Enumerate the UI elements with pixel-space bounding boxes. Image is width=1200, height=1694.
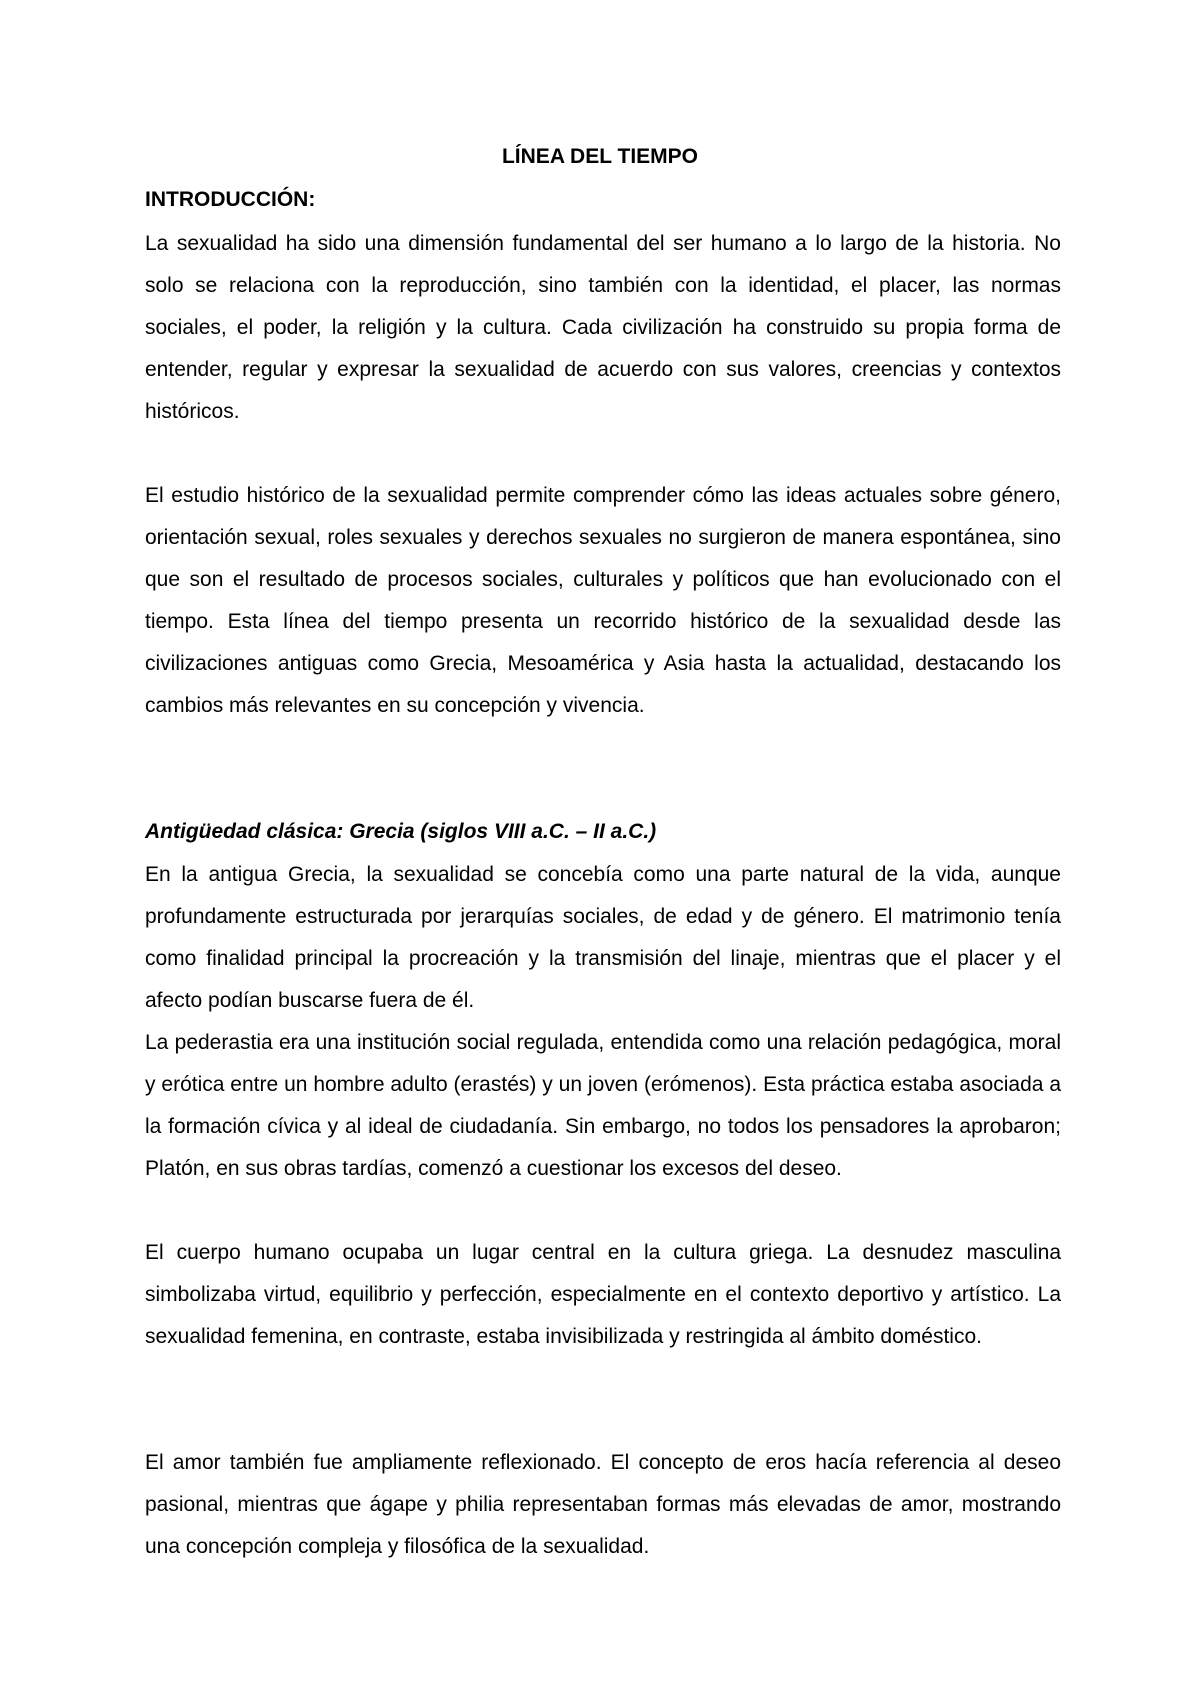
page-title: LÍNEA DEL TIEMPO bbox=[501, 145, 698, 168]
greece-paragraph-2: La pederastia era una institución social regulada, entendida como una relación pedagógica, moral y erótica entre un hombre adulto (erastés) y un joven (erómenos). Esta práctica estaba asociada a la formación cívica y al ideal de ciudadanía. Sin embargo, no todos los pensadores la aprobaron; Platón, en sus obras tardías, comenzó a cuestionar los excesos del deseo. bbox=[145, 1031, 1061, 1180]
greece-paragraph-1: En la antigua Grecia, la sexualidad se concebía como una parte natural de la vida, aunque profundamente estructurada por jerarquías sociales, de edad y de género. El matrimonio tenía como finalidad principal la procreación y la transmisión del linaje, mientras que el placer y el afecto podían buscarse fuera de él. bbox=[145, 863, 1061, 1012]
greece-paragraph-4: El amor también fue ampliamente reflexionado. El concepto de eros hacía referencia al deseo pasional, mientras que ágape y philia representaban formas más elevadas de amor, mostrando una concepción compleja y filosófica de la sexualidad. bbox=[145, 1451, 1061, 1558]
greece-paragraph-3: El cuerpo humano ocupaba un lugar central en la cultura griega. La desnudez masculina simbolizaba virtud, equilibrio y perfección, especialmente en el contexto deportivo y artístico. La sexualidad femenina, en contraste, estaba invisibilizada y restringida al ámbito doméstico. bbox=[145, 1241, 1061, 1348]
greece-heading: Antigüedad clásica: Grecia (siglos VIII a.C. – II a.C.) bbox=[145, 820, 657, 843]
intro-paragraph-2: El estudio histórico de la sexualidad permite comprender cómo las ideas actuales sobre género, orientación sexual, roles sexuales y derechos sexuales no surgieron de manera espontánea, sino que son el resultado de procesos sociales, culturales y políticos que han evolucionado con el tiempo. Esta línea del tiempo presenta un recorrido histórico de la sexualidad desde las civilizaciones antiguas como Grecia, Mesoamérica y Asia hasta la actualidad, destacando los cambios más relevantes en su concepción y vivencia. bbox=[145, 484, 1061, 717]
intro-paragraph-1: La sexualidad ha sido una dimensión fundamental del ser humano a lo largo de la historia. No solo se relaciona con la reproducción, sino también con la identidad, el placer, las normas sociales, el poder, la religión y la cultura. Cada civilización ha construido su propia forma de entender, regular y expresar la sexualidad de acuerdo con sus valores, creencias y contextos históricos. bbox=[145, 232, 1061, 423]
intro-heading: INTRODUCCIÓN: bbox=[145, 188, 316, 211]
